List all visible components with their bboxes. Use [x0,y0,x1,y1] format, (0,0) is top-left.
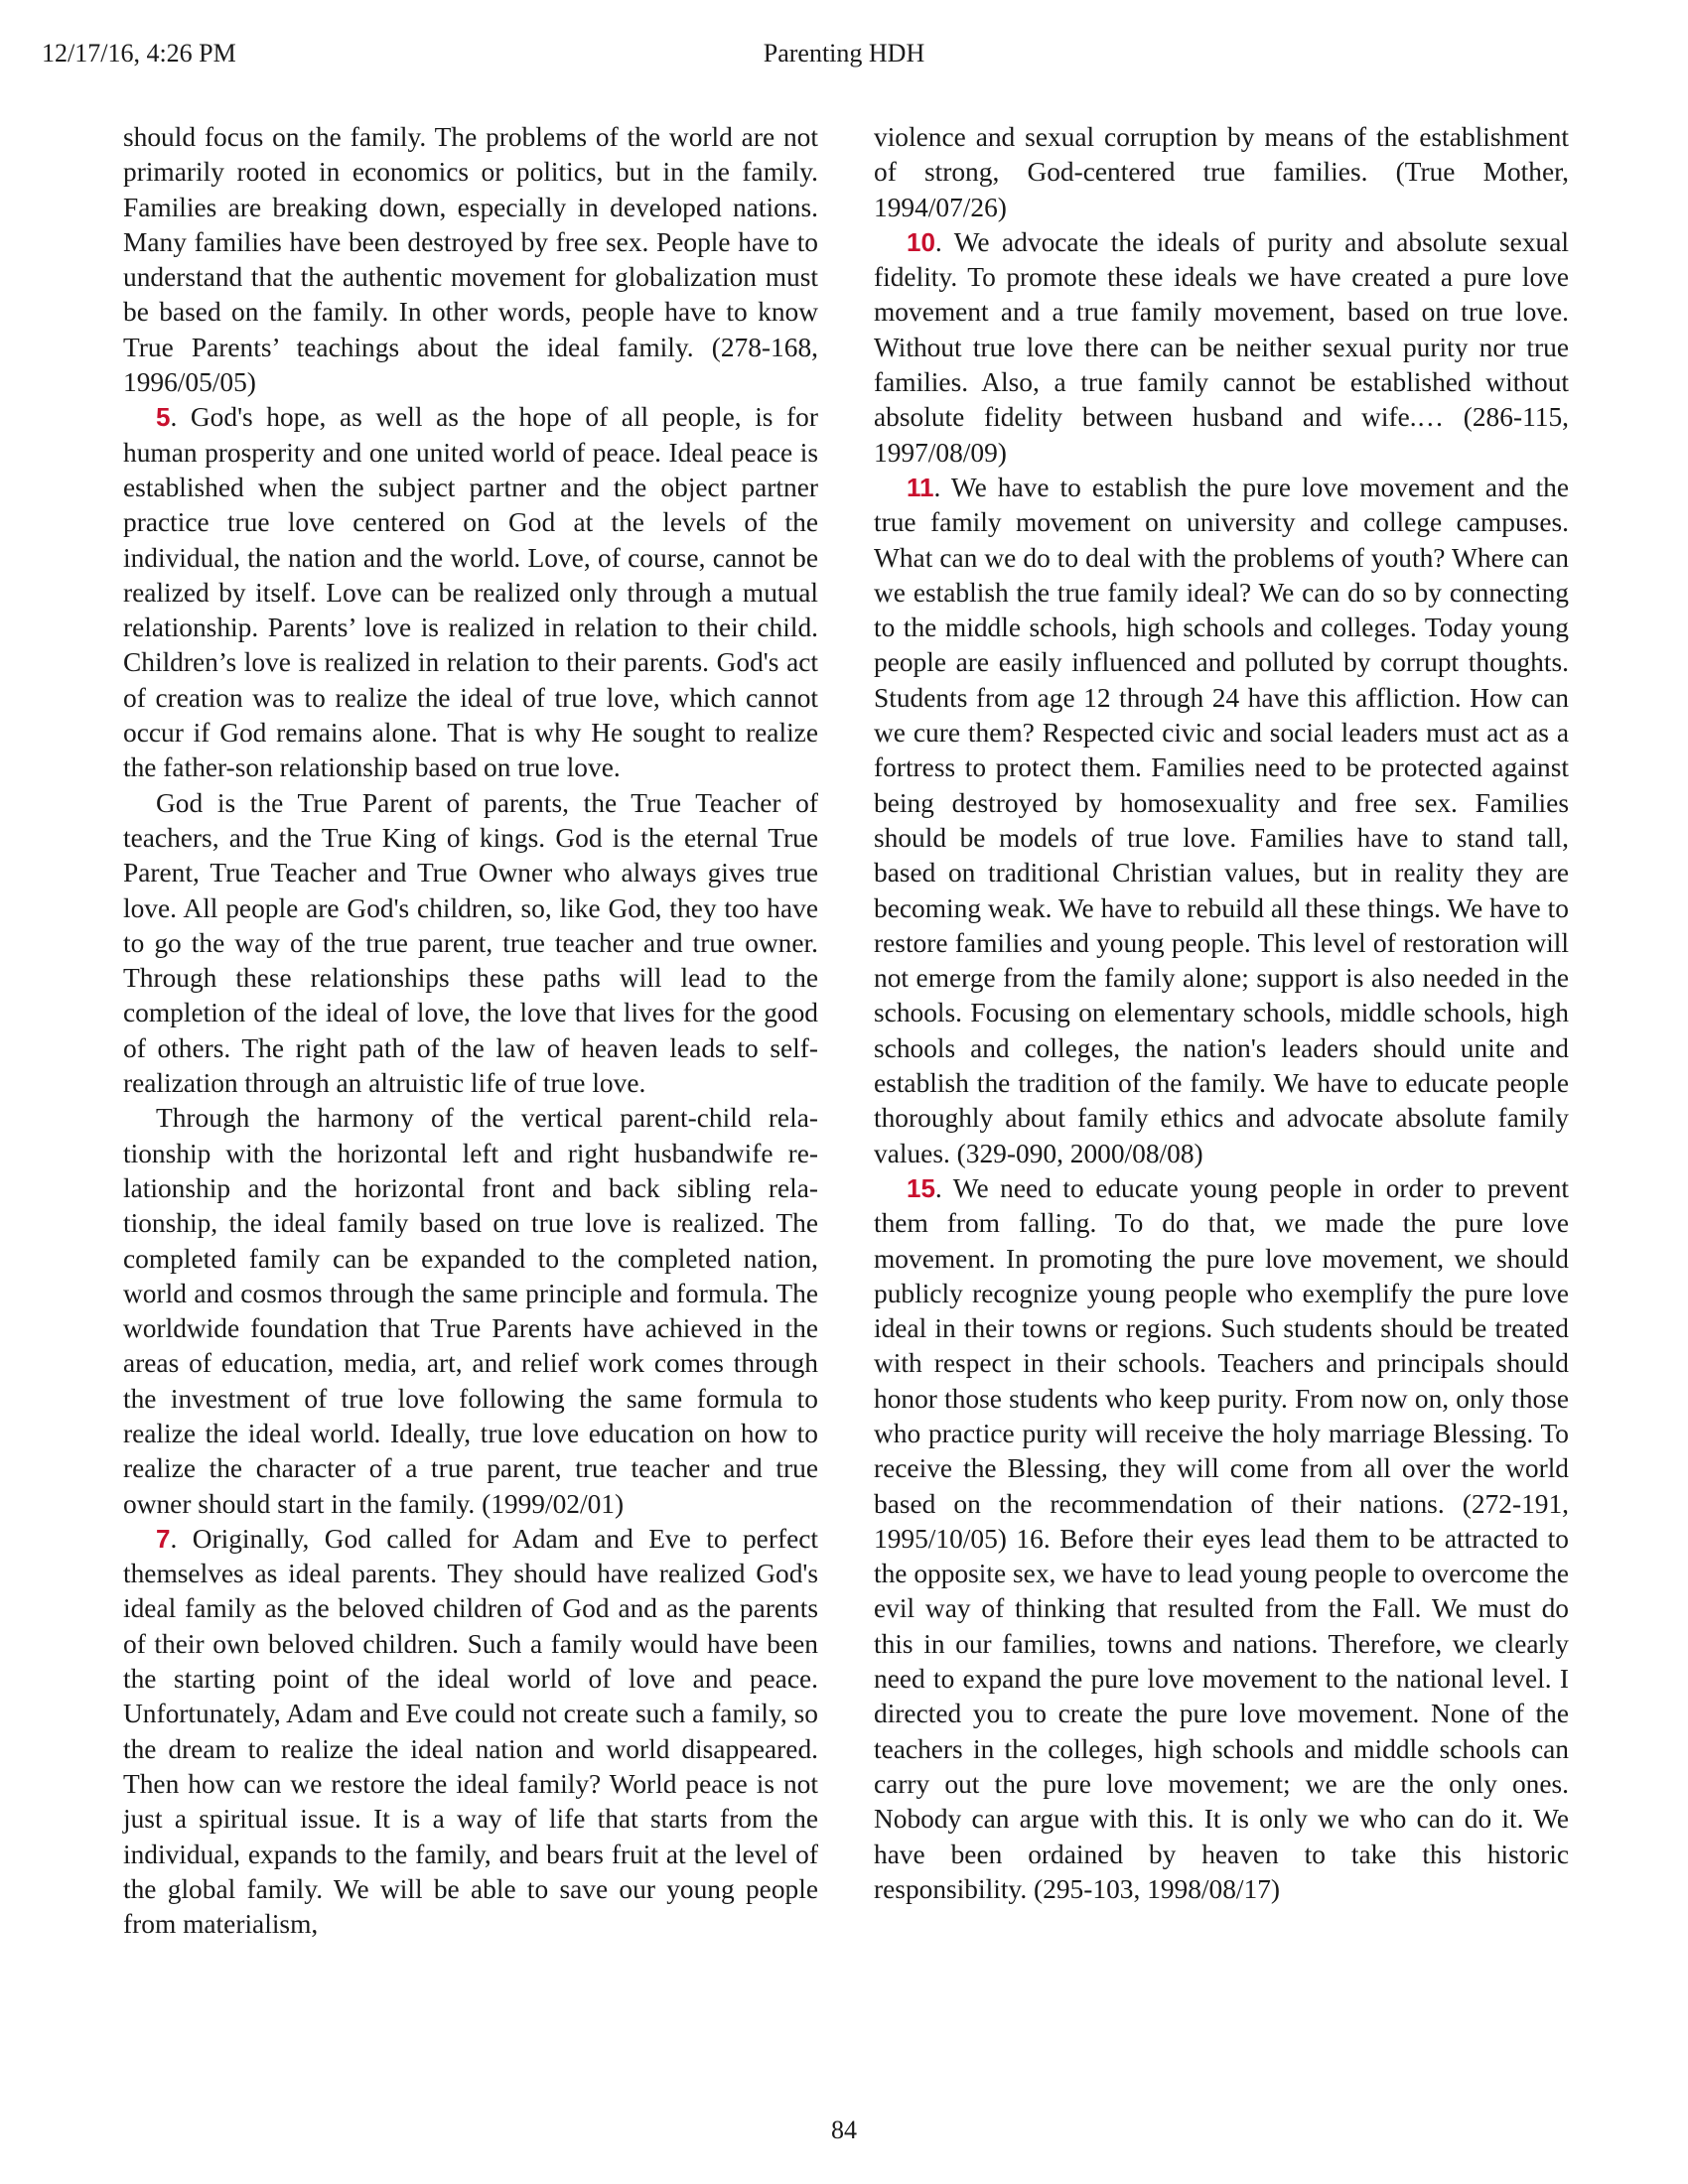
paragraph-number: 11 [907,472,934,502]
paragraph [123,1522,818,1943]
paragraph [874,471,1569,1171]
paragraph-text: violence and sexual corruption by means of the establishment of strong, God-centered true families. (True Mother, 1994/07/26) [874,122,1569,222]
paragraph-text: Through the harmony of the vertical parent-child relationship with the horizontal left and right husbandwife relationship and the horizontal front and back sibling relationship, the ideal family based on true love is realized. The completed family can be expanded to the completed nation, world and cosmos through the same principle and formula. The worldwide foundation that True Parents have achieved in the areas of education, media, art, and relief work comes through the investment of true love following the same formula to realize the ideal world. Ideally, true love education on how to realize the character of a true parent, true teacher and true owner should start in the family. (1999/02/01) [123,1103,818,1519]
print-timestamp: 12/17/16, 4:26 PM [42,39,236,68]
paragraph-text: . We advocate the ideals of purity and absolute sexual fidelity. To promote these ideals we have created a pure love movement and a true family movement, based on true love. Without true love there can be neither sexual purity nor true families. Also, a true family cannot be established without absolute fidelity between husband and wife.… (286-115, 1997/08/09) [874,226,1569,468]
paragraph-text: . God's hope, as well as the hope of all people, is for human prosperity and one united world of peace. Ideal peace is established when the subject partner and the object partner practice true love centered on God at the levels of the individual, the nation and the world. Love, of course, cannot be realized by itself. Love can be realized only through a mutual relationship. Parents’ love is realized in relation to their child. Children’s love is realized in relation to their parents. God's act of creation was to realize the ideal of true love, which cannot occur if God remains alone. That is why He sought to realize the father-son relationship based on true love. [123,402,818,783]
two-column-body [123,120,1569,1942]
paragraph [123,1101,818,1522]
paragraph [874,120,1569,225]
paragraph [874,225,1569,471]
paragraph [123,120,818,400]
right-column [874,120,1569,1942]
paragraph-text: . We need to educate young people in order to prevent them from falling. To do that, we made the pure love movement. In promoting the pure love movement, we should publicly recognize young people who exemplify the pure love ideal in their towns or regions. Such students should be treated with respect in their schools. Teachers and principals should honor those students who keep purity. From now on, only those who practice purity will receive the holy marriage Blessing. To receive the Blessing, they will come from all over the world based on the recommendation of their nations. (272-191, 1995/10/05) 16. Before their eyes lead them to be attracted to the opposite sex, we have to lead young people to overcome the evil way of thinking that resulted from the Fall. We must do this in our families, towns and nations. Therefore, we clearly need to expand the pure love movement to the national level. I directed you to create the pure love movement. None of the teachers in the colleges, high schools and middle schools can carry out the pure love movement; we are the only ones. Nobody can argue with this. It is only we who can do it. We have been ordained by heaven to take this historic responsibility. (295-103, 1998/08/17) [874,1172,1569,1904]
paragraph-text: . Originally, God called for Adam and Eve to perfect themselves as ideal parents. They should have realized God's ideal family as the beloved children of God and as the parents of their own beloved children. Such a family would have been the starting point of the ideal world of love and peace. Unfortunately, Adam and Eve could not create such a family, so the dream to realize the ideal nation and world disappeared. Then how can we restore the ideal family? World peace is not just a spiritual issue. It is a way of life that starts from the individual, expands to the family, and bears fruit at the level of the global family. We will be able to save our young people from materialism, [123,1523,818,1940]
print-header [42,36,1646,71]
paragraph-number: 5 [156,402,171,433]
paragraph [123,786,818,1102]
paragraph-number: 10 [907,226,935,257]
paragraph [123,400,818,785]
paragraph-text: should focus on the family. The problems of the world are not primarily rooted in economics or politics, but in the family. Families are breaking down, especially in developed nations. Many families have been destroyed by free sex. People have to understand that the authentic movement for globalization must be based on the family. In other words, people have to know True Parents’ teachings about the ideal family. (278-168, 1996/05/05) [123,122,818,398]
paragraph-text: . We have to establish the pure love movement and the true family movement on university and college campuses. What can we do to deal with the problems of youth? Where can we establish the true family ideal? We can do so by connecting to the middle schools, high schools and colleges. Today young people are easily influenced and polluted by corrupt thoughts. Students from age 12 through 24 have this affliction. How can we cure them? Respected civic and social leaders must act as a fortress to protect them. Families need to be protected against being destroyed by homosexuality and free sex. Families should be models of true love. Families have to stand tall, based on traditional Christian values, but in reality they are becoming weak. We have to rebuild all these things. We have to restore families and young people. This level of restoration will not emerge from the family alone; support is also needed in the schools. Focusing on elementary schools, middle schools, high schools and colleges, the nation's leaders should unite and establish the tradition of the family. We have to educate people thoroughly about family ethics and advocate absolute family values. (329-090, 2000/08/08) [874,472,1569,1168]
page-number: 84 [831,2116,857,2144]
paragraph-number: 7 [156,1523,171,1554]
document-title: Parenting HDH [763,39,925,68]
paragraph [874,1171,1569,1907]
paragraph-number: 15 [907,1172,935,1203]
paragraph-text: God is the True Parent of parents, the True Teacher of teachers, and the True King of kings. God is the eternal True Parent, True Teacher and True Owner who always gives true love. All people are God's children, so, like God, they too have to go the way of the true parent, true teacher and true owner. Through these relationships these paths will lead to the completion of the ideal of love, the love that lives for the good of others. The right path of the law of heaven leads to self-realization through an altruistic life of true love. [123,787,818,1099]
left-column [123,120,818,1942]
